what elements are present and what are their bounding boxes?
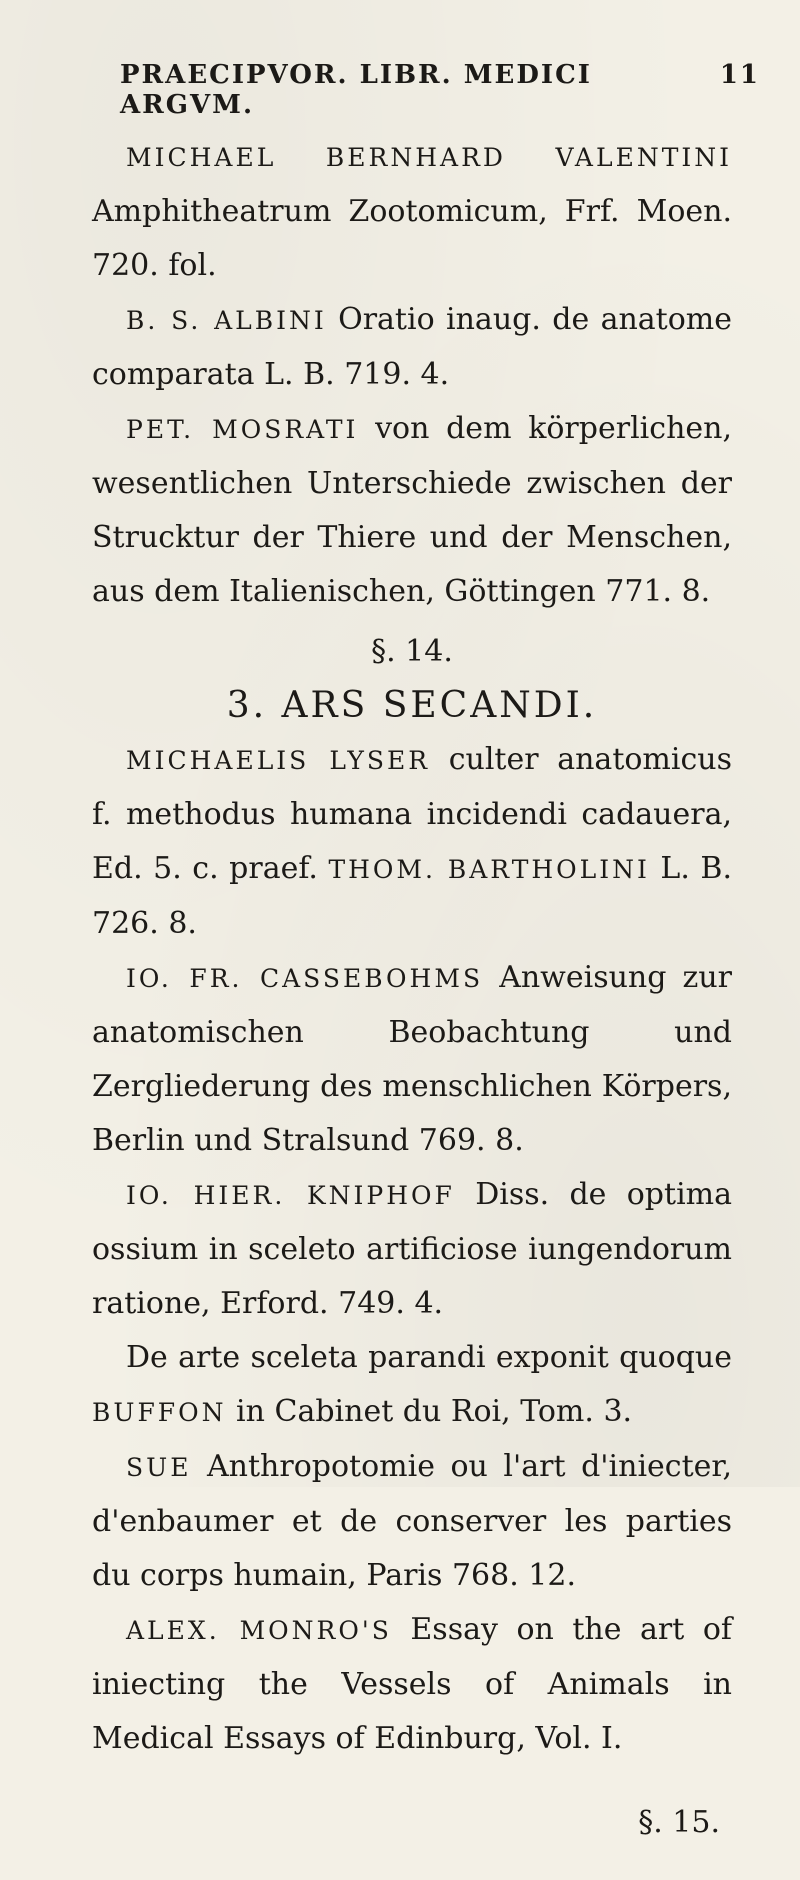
catchword: §. 15. [638,1805,720,1840]
entry-text: Essay on the art of iniecting the Vessels of Animals in Medical Essays of Edinburg, Vol. I. [92,1612,732,1756]
entry-author: MICHAEL BERNHARD VALENTINI [126,143,732,172]
bibliography-entry [92,951,732,1168]
section-mark: §. 14. [371,634,453,669]
entry-text: Oratio inaug. de anatome comparata L. B. 719. 4. [92,302,732,392]
entry-author: ALEX. MONRO'S [126,1616,392,1645]
bibliography-entry [92,293,732,402]
entry-text: Anthropotomie ou l'art d'iniecter, d'enbaumer et de conserver les parties du corps humain, Paris 768. 12. [92,1449,732,1593]
entry-text: von dem körperlichen, wesentlichen Unterschiede zwischen der Strucktur der Thiere und der Menschen, aus dem Italienischen, Göttingen 771. 8. [92,411,732,609]
running-head [120,60,760,120]
entry-author: MICHAELIS LYSER [126,746,431,775]
running-title: PRAECIPVOR. LIBR. MEDICI ARGVM. [120,60,592,120]
bibliography-entry [92,733,732,951]
entry-author: B. S. ALBINI [126,306,327,335]
entry-author: IO. HIER. KNIPHOF [126,1181,455,1210]
entry-text: Diss. de optima ossium in sceleto artificiose iungendorum ratione, Erford. 749. 4. [92,1177,732,1321]
entry-author: BUFFON [92,1398,227,1427]
bibliography-entry [92,1603,732,1766]
entry-text: De arte sceleta parandi exponit quoque [126,1340,732,1375]
bibliography-entry [92,130,732,293]
entry-author: SUE [126,1453,192,1482]
section-heading: 3. ARS SECANDI. [226,685,598,726]
buffon-paragraph [92,1331,732,1440]
entry-text: Amphitheatrum Zootomicum, Frf. Moen. 720. fol. [92,194,732,283]
entry-author: PET. MOSRATI [126,415,359,444]
body-text [92,130,732,1880]
bibliography-entry [92,402,732,619]
entry-text: Anweisung zur anatomischen Beobachtung und Zergliederung des menschlichen Körpers, Berlin und Stralsund 769. 8. [92,960,733,1158]
entry-text-secondary: in Cabinet du Roi, Tom. 3. [226,1394,633,1429]
entry-text-secondary: L. B. 726. 8. [92,851,732,941]
bibliography-entry [92,1440,732,1603]
entry-text: culter anatomicus f. methodus humana incidendi cadauera, Ed. 5. c. praef. [92,742,732,886]
entry-author-secondary: THOM. BARTHOLINI [328,855,650,884]
entry-author: IO. FR. CASSEBOHMS [126,964,484,993]
bibliography-entry [92,1168,732,1331]
page-number: 11 [719,60,760,90]
